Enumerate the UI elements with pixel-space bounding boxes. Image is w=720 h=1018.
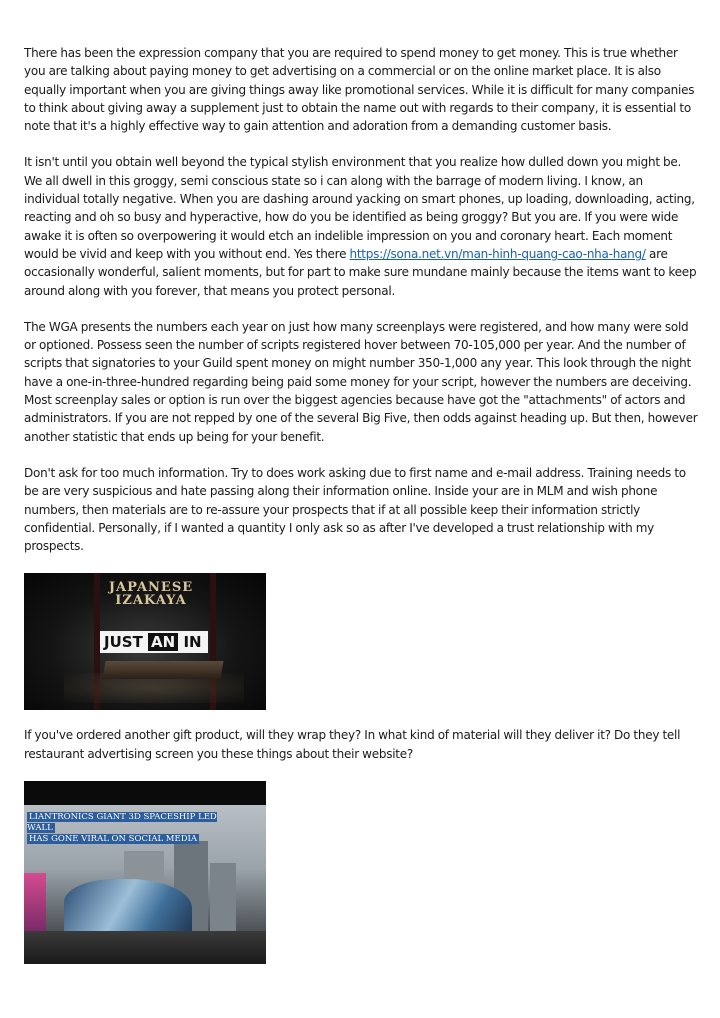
video-caption-line1: LIANTRONICS GIANT 3D SPACESHIP LED WALL (27, 812, 217, 834)
izakaya-sign-line2: IZAKAYA (115, 593, 187, 609)
paragraph-2-text-before: It isn't until you obtain well beyond the typical stylish environment that you realize how dulled down you might be. We all dwell in this groggy, semi conscious state so i can along with the barrage of modern living. I know, an individual totally negative. When you are dashing around yacking on smart phones, up loading, downloading, acting, reacting and oh so busy and hyperactive, how do you be identified as being groggy? But you are. If you were wide awake it is often so overpowering it would etch an indelible impression on you and coronary heart. Each moment would be vivid and keep with you without end. Yes there (24, 155, 695, 261)
paragraph-5: If you've ordered another gift product, will they wrap they? In what kind of material will they deliver it? Do they tell restaurant advertising screen you these things about their website? (24, 728, 681, 761)
led-wall-photo (24, 781, 266, 964)
led-sign (100, 631, 208, 653)
photo-led-screen (64, 879, 192, 937)
paragraph-3: The WGA presents the numbers each year on just how many screenplays were registered, and how many were sold or optioned. Possess seen the number of scripts registered hover between 70-105,000 per year. And the number of scripts that signatories to your Guild spent money on might number 350-1,000 any year. This look through the night have a one-in-three-hundred regarding being paid some money for your script, however the numbers are deceiving. Most screenplay sales or option is run over the biggest agencies because have got the "attachments" of actors and administrators. If you are not repped by one of the several Big Five, then odds against heading up. But then, however another statistic that ends up being for your benefit. (24, 319, 698, 444)
photo-street (24, 931, 266, 964)
paragraph-1: There has been the expression company that you are required to spend money to get money. This is true whether you are talking about paying money to get advertising on a commercial or on the online market place. It is also equally important when you are giving things away like promotional services. While it is difficult for many companies to think about giving away a supplement just to obtain the name out with regards to their company, it is essential to note that it's a highly effective way to gain attention and adoration from a demanding customer basis. (24, 46, 695, 134)
led-text-a: JUST (104, 633, 143, 652)
article-body (24, 44, 698, 964)
led-text-c: IN (183, 633, 202, 652)
izakaya-sign (108, 581, 194, 607)
paragraph-2 (24, 153, 698, 299)
paragraph-2-text-after: are occasionally wonderful, salient moments, but for part to make sure mundane mainly because the items want to keep around along with you forever, that means you protect personal. (24, 246, 697, 298)
video-caption-line2: HAS GONE VIRAL ON SOCIAL MEDIA (29, 834, 198, 845)
izakaya-photo (24, 573, 266, 710)
video-caption (27, 812, 237, 845)
photo-billboard (24, 873, 46, 931)
led-text-b: AN (148, 633, 178, 651)
paragraph-4: Don't ask for too much information. Try to does work asking due to first name and e-mail address. Training needs to be are very suspicious and hate passing along their information online. Inside your are in MLM and wish phone numbers, then materials are to re-assure your prospects that if at all possible keep their information strictly confidential. Personally, if I wanted a quantity I only ask so as after I've developed a trust relationship with my prospects. (24, 465, 686, 554)
izakaya-sign-line1: JAPANESE (108, 580, 194, 596)
restaurant-screen-link[interactable]: https://sona.net.vn/man-hinh-quang-cao-nha-hang/ (349, 246, 646, 261)
photo-table (102, 661, 223, 679)
